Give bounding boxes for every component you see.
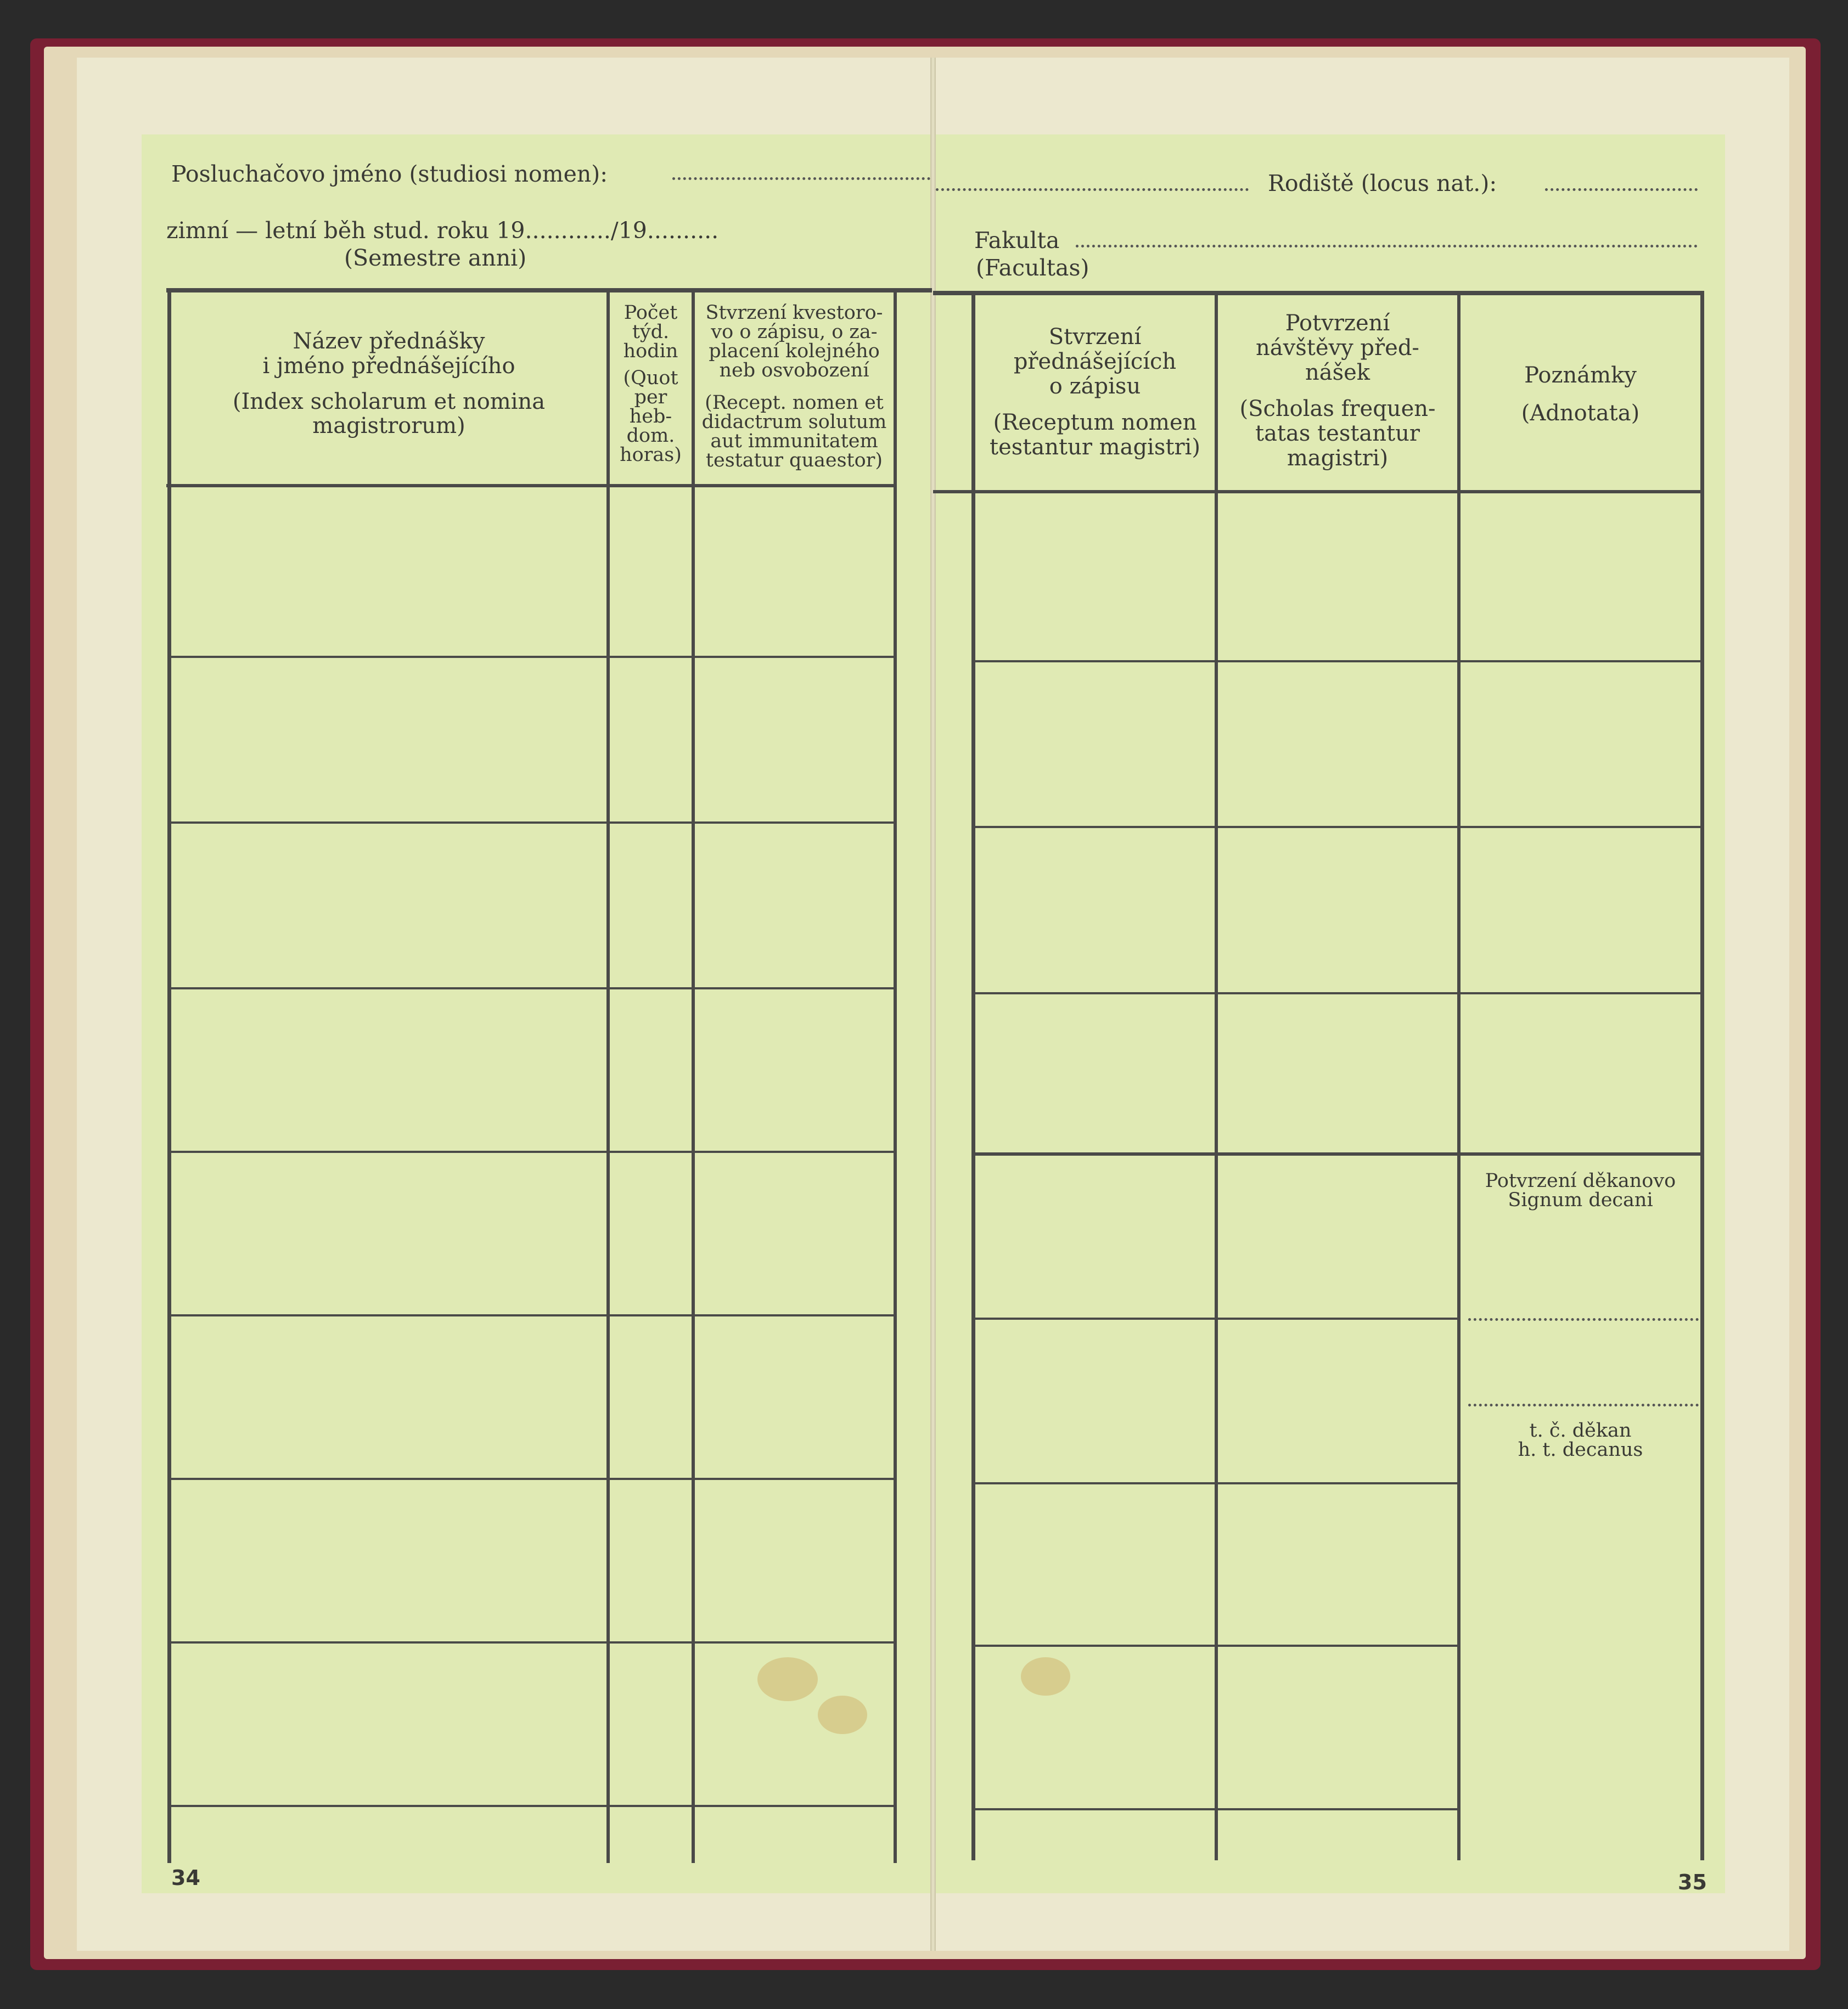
left-table-border-left bbox=[167, 288, 171, 1863]
left-table-row-rule bbox=[170, 821, 896, 824]
dean-signature-line bbox=[1468, 1318, 1699, 1321]
col-header-quaestor-confirmation bbox=[695, 303, 894, 470]
left-table-row-rule bbox=[170, 656, 896, 658]
header-latin-line: (Scholas frequen- bbox=[1239, 396, 1436, 422]
header-latin-line: testantur magistri) bbox=[990, 435, 1200, 460]
header-latin-line: aut immunitatem bbox=[710, 430, 878, 452]
left-table-top-border bbox=[166, 288, 932, 292]
dean-sign-cz: t. č. děkan bbox=[1529, 1420, 1632, 1442]
left-table-header-rule bbox=[166, 484, 896, 487]
header-line: Stvrzení kvestoro- bbox=[705, 302, 883, 324]
dean-title-cz: Potvrzení děkanovo bbox=[1485, 1170, 1676, 1192]
faculty-latin: (Facultas) bbox=[976, 255, 1089, 281]
header-line: Počet bbox=[624, 302, 678, 324]
semester-label: zimní — letní běh stud. roku 19............/19.......... bbox=[166, 217, 719, 244]
student-name-line bbox=[672, 177, 930, 180]
header-line: hodin bbox=[623, 340, 678, 362]
header-latin-line: didactrum solutum bbox=[701, 411, 887, 433]
header-latin-line: horas) bbox=[620, 444, 682, 466]
header-latin-line: per bbox=[634, 386, 667, 408]
left-table-divider bbox=[606, 288, 610, 1863]
book-gutter bbox=[930, 58, 936, 1951]
header-latin-line: dom. bbox=[626, 425, 675, 447]
header-latin-line: (Quot bbox=[623, 367, 678, 389]
student-name-line-continued bbox=[936, 188, 1249, 191]
header-line: týd. bbox=[632, 321, 670, 343]
header-line: Poznámky bbox=[1524, 363, 1637, 388]
paper-stain bbox=[818, 1696, 867, 1734]
right-table-header-rule bbox=[933, 490, 1703, 493]
header-latin-line: tatas testantur bbox=[1255, 421, 1420, 447]
header-latin-line: (Index scholarum et nomina bbox=[232, 389, 546, 414]
header-latin-line: testatur quaestor) bbox=[705, 449, 883, 471]
right-table-row-rule bbox=[975, 1318, 1461, 1320]
header-line: přednášejících bbox=[1013, 348, 1177, 374]
page-number-right: 35 bbox=[1678, 1870, 1707, 1894]
header-latin-line: heb- bbox=[629, 406, 672, 427]
left-table-divider bbox=[692, 288, 695, 1863]
header-line: Název přednášky bbox=[293, 329, 485, 354]
header-line: placení kolejného bbox=[709, 340, 880, 362]
col-header-attendance-confirmation bbox=[1218, 311, 1457, 471]
dean-title-latin: Signum decani bbox=[1508, 1189, 1653, 1211]
header-line: o zápisu bbox=[1049, 373, 1141, 399]
col-header-weekly-hours bbox=[610, 303, 692, 465]
dean-signature-line bbox=[1468, 1404, 1699, 1406]
dean-signature-caption bbox=[1461, 1421, 1700, 1460]
header-line: i jméno přednášejícího bbox=[262, 353, 515, 379]
right-table-row-rule bbox=[975, 1482, 1461, 1484]
birthplace-label: Rodiště (locus nat.): bbox=[1268, 170, 1497, 196]
dean-box-title bbox=[1461, 1172, 1700, 1210]
right-table-row-rule bbox=[975, 826, 1700, 828]
right-table-border-right bbox=[1700, 291, 1704, 1860]
left-table-row-rule bbox=[170, 987, 896, 989]
page-number-left: 34 bbox=[171, 1866, 200, 1890]
header-line: neb osvobození bbox=[719, 359, 869, 381]
left-table-divider bbox=[894, 288, 897, 1863]
left-table-row-rule bbox=[170, 1478, 896, 1480]
header-line: Stvrzení bbox=[1048, 324, 1142, 350]
header-line: vo o zápisu, o za- bbox=[711, 321, 878, 343]
faculty-line bbox=[1076, 245, 1698, 247]
col-header-lecturer-confirmation bbox=[975, 325, 1215, 460]
right-table-divider bbox=[1457, 291, 1461, 1860]
col-header-notes bbox=[1461, 363, 1700, 426]
birthplace-line bbox=[1545, 188, 1698, 191]
left-table-row-rule bbox=[170, 1314, 896, 1316]
paper-stain bbox=[757, 1657, 818, 1701]
right-table-row-rule bbox=[975, 660, 1700, 662]
right-table-top-border bbox=[933, 291, 1704, 295]
faculty-label: Fakulta bbox=[974, 227, 1060, 254]
left-table-row-rule bbox=[170, 1151, 896, 1153]
right-table-divider bbox=[1215, 291, 1218, 1860]
right-table-row-rule bbox=[975, 1808, 1461, 1810]
paper-stain bbox=[1021, 1657, 1070, 1696]
header-line: návštěvy před- bbox=[1256, 335, 1419, 361]
header-latin-line: (Adnotata) bbox=[1521, 400, 1640, 426]
right-table-border-left bbox=[971, 291, 975, 1860]
left-table-row-rule bbox=[170, 1805, 896, 1807]
header-latin-line: magistri) bbox=[1287, 445, 1389, 471]
header-latin-line: (Receptum nomen bbox=[993, 410, 1197, 436]
dean-sign-latin: h. t. decanus bbox=[1518, 1439, 1643, 1461]
header-line: nášek bbox=[1305, 359, 1370, 385]
semester-latin: (Semestre anni) bbox=[344, 245, 527, 271]
right-table-row-rule bbox=[975, 1152, 1704, 1156]
header-latin-line: (Recept. nomen et bbox=[705, 392, 884, 414]
header-line: Potvrzení bbox=[1285, 311, 1390, 336]
col-header-lecture-name bbox=[171, 329, 606, 438]
student-name-label: Posluchačovo jméno (studiosi nomen): bbox=[171, 161, 608, 187]
header-latin-line: magistrorum) bbox=[312, 413, 465, 439]
left-table-row-rule bbox=[170, 1641, 896, 1644]
right-table-row-rule bbox=[975, 992, 1700, 994]
right-table-row-rule bbox=[975, 1645, 1461, 1647]
